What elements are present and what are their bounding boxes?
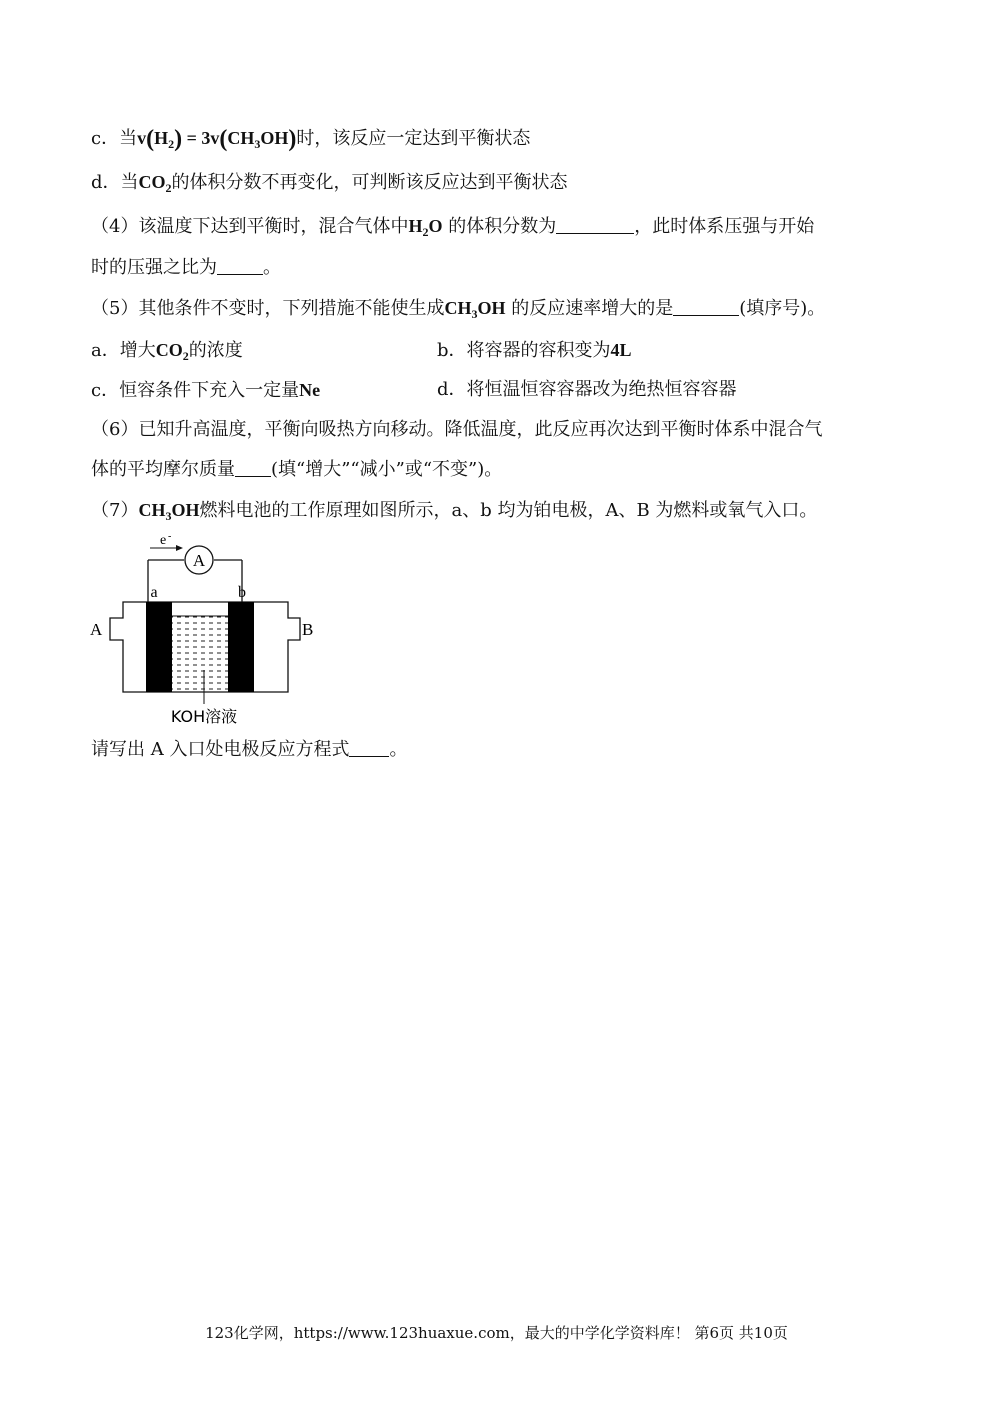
q7-prompt-text: 请写出 A 入口处电极反应方程式 <box>91 739 350 760</box>
inlet-b-label: B <box>302 620 314 639</box>
q5-option-a-prefix: a．增大 <box>91 340 156 361</box>
electron-label: e <box>160 536 167 548</box>
q5-option-c-prefix: c．恒容条件下充入一定量 <box>91 380 300 401</box>
answer-blank[interactable] <box>349 738 389 757</box>
ammeter-label: A <box>192 551 206 570</box>
volume-value: 4L <box>610 340 632 360</box>
q4-text-4: 时的压强之比为 <box>91 257 217 278</box>
question-4-line2 <box>91 256 281 280</box>
q7-text-2: 燃料电池的工作原理如图所示，a、b 均为铂电极，A、B 为燃料或氧气入口。 <box>199 500 818 521</box>
question-4-line1 <box>91 214 814 239</box>
q7-text-1: （7） <box>91 500 139 521</box>
q5-text-1: （5）其他条件不变时，下列措施不能使生成 <box>91 298 445 319</box>
q5-option-a <box>91 338 243 363</box>
q5-text-3: (填序号)。 <box>739 298 826 319</box>
formula-v-h2: $v(H_2) = 3v(CH_3OH)$ <box>137 126 297 152</box>
answer-blank[interactable] <box>673 297 739 316</box>
question-7-prompt <box>91 738 407 762</box>
formula-co2: $CO_2$ <box>155 340 189 363</box>
electrode-a <box>146 602 172 692</box>
formula-ch3oh: $CH_3OH$ <box>444 298 506 321</box>
option-d-line <box>91 170 568 195</box>
formula-h2o: $H_2O$ <box>408 216 443 239</box>
electrode-a-label: a <box>150 584 158 601</box>
q5-option-c <box>91 378 320 403</box>
option-c-line <box>91 126 530 151</box>
q4-text-1: （4）该温度下达到平衡时，混合气体中 <box>91 216 409 237</box>
q6-text-2: 体的平均摩尔质量 <box>91 459 235 480</box>
electron-charge: - <box>168 536 172 542</box>
option-d-prefix: d．当 <box>91 172 139 193</box>
q7-end: 。 <box>389 739 408 760</box>
electrode-b-label: b <box>238 584 246 601</box>
q4-end: 。 <box>263 257 281 278</box>
formula-ne: Ne <box>299 380 321 400</box>
q5-text-2: 的反应速率增大的是 <box>511 298 674 319</box>
q5-option-d-text: d．将恒温恒容容器改为绝热恒容容器 <box>437 379 737 400</box>
question-6-line1 <box>91 418 822 442</box>
formula-co2: $CO_2$ <box>138 172 172 195</box>
electrolyte-label: KOH溶液 <box>170 707 238 726</box>
question-7-line <box>91 498 817 523</box>
option-d-suffix: 的体积分数不再变化，可判断该反应达到平衡状态 <box>171 172 568 193</box>
option-c-prefix: c．当 <box>91 128 138 149</box>
arrow-head-icon <box>176 545 183 551</box>
q5-option-b <box>437 338 632 363</box>
answer-blank[interactable] <box>217 256 263 275</box>
q6-text-3: (填“增大”“减小”或“不变”)。 <box>271 459 503 480</box>
inlet-a-label: A <box>90 620 103 639</box>
q4-text-3: ，此时体系压强与开始 <box>634 216 815 237</box>
answer-blank[interactable] <box>556 215 634 234</box>
q6-text-1: （6）已知升高温度，平衡向吸热方向移动。降低温度，此反应再次达到平衡时体系中混合气 <box>91 419 823 440</box>
page-footer <box>0 1322 993 1343</box>
electrode-b <box>228 602 254 692</box>
q5-option-a-suffix: 的浓度 <box>188 340 243 361</box>
footer-text: 123化学网，https://www.123huaxue.com，最大的中学化学资料库！ 第6页 共10页 <box>205 1324 788 1342</box>
q4-text-2: 的体积分数为 <box>448 216 557 237</box>
fuel-cell-diagram <box>88 536 328 732</box>
q5-option-b-prefix: b．将容器的容积变为 <box>437 340 611 361</box>
option-c-suffix: 时，该反应一定达到平衡状态 <box>296 128 531 149</box>
q5-option-d <box>437 378 737 402</box>
question-5-line <box>91 296 825 321</box>
koh-electrolyte <box>172 616 228 692</box>
answer-blank[interactable] <box>235 458 271 477</box>
question-6-line2 <box>91 458 502 482</box>
formula-ch3oh: $CH_3OH$ <box>138 500 200 523</box>
